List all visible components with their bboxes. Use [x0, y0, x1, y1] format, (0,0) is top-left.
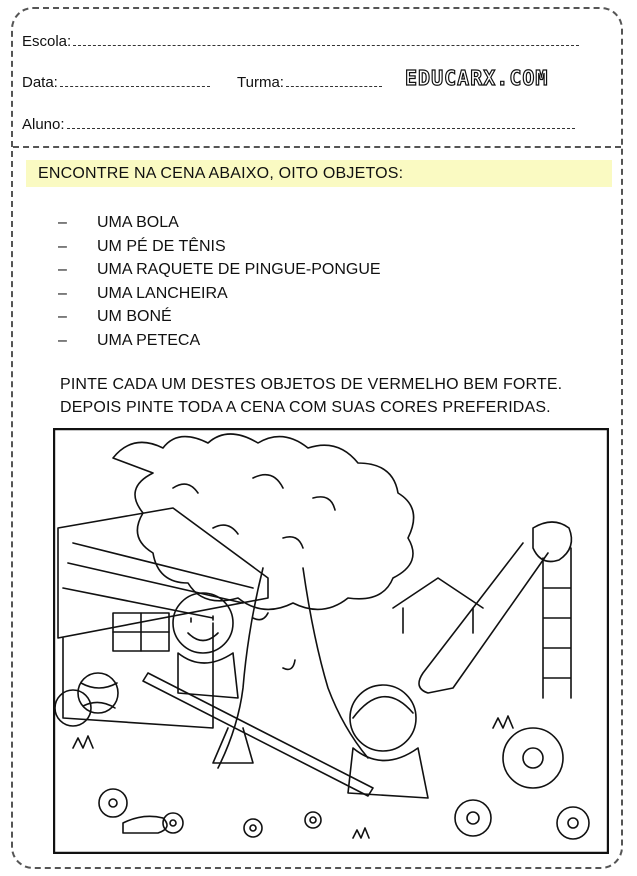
- data-label: Data:: [22, 74, 58, 91]
- data-field: [22, 74, 210, 91]
- turma-label: Turma:: [237, 74, 284, 91]
- escola-blank[interactable]: [73, 44, 579, 46]
- aluno-label: Aluno:: [22, 116, 65, 133]
- escola-field: [22, 33, 579, 50]
- instruction-line: PINTE CADA UM DESTES OBJETOS DE VERMELHO BEM FORTE.: [60, 376, 563, 393]
- turma-field: [237, 74, 382, 91]
- turma-blank[interactable]: [286, 85, 382, 87]
- list-item: – UMA RAQUETE DE PINGUE-PONGUE: [58, 261, 381, 279]
- aluno-field: [22, 116, 575, 133]
- list-item: – UMA BOLA: [58, 214, 179, 231]
- playground-coloring-scene: [53, 428, 609, 854]
- escola-label: Escola:: [22, 33, 72, 50]
- list-item: – UM BONÉ: [58, 308, 172, 326]
- aluno-blank[interactable]: [67, 127, 575, 129]
- list-item: – UMA PETECA: [58, 331, 201, 349]
- list-item: – UM PÉ DE TÊNIS: [58, 237, 226, 255]
- header-divider: [13, 146, 621, 148]
- list-item: – UMA LANCHEIRA: [58, 284, 228, 302]
- instructions: [60, 373, 562, 419]
- objects-list: [58, 211, 381, 353]
- educarx-logo: EDUCARX.COM: [405, 66, 549, 90]
- instruction-line: DEPOIS PINTE TODA A CENA COM SUAS CORES PREFERIDAS.: [60, 399, 551, 416]
- task-title: ENCONTRE NA CENA ABAIXO, OITO OBJETOS:: [26, 160, 612, 187]
- data-blank[interactable]: [60, 85, 210, 87]
